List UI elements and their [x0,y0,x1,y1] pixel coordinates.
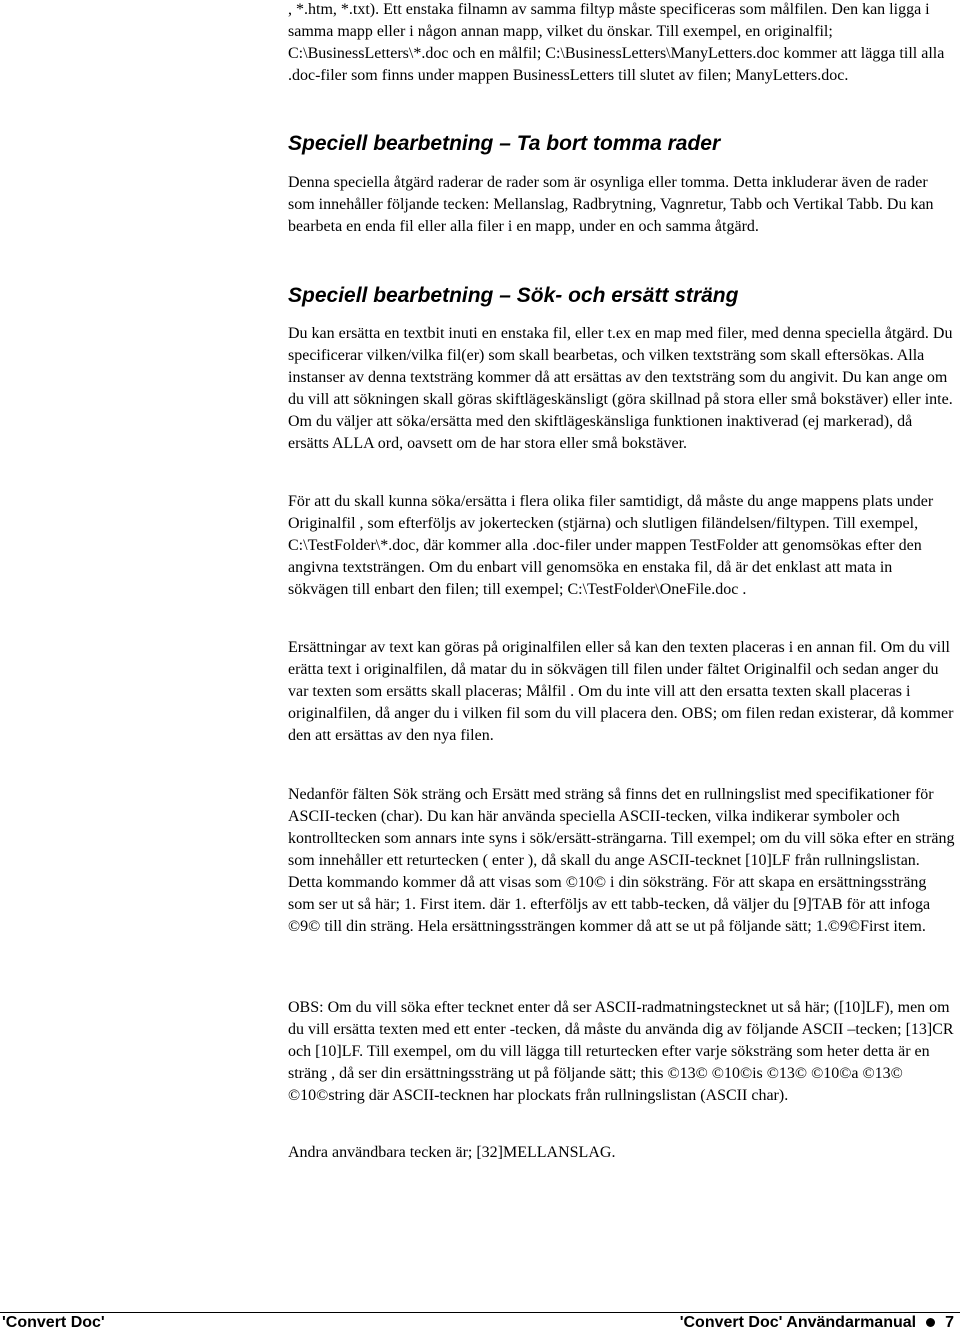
footer-left-title: 'Convert Doc' [2,1314,105,1331]
footer-right [680,1314,954,1332]
search-replace-paragraph-2: För att du skall kunna söka/ersätta i flera olika filer samtidigt, då måste du ange mappens plats under Originalfil , som efterföljs av jokertecken (stjärna) och slutligen filändelsen/filtypen. Till exempel, C:\TestFolder\*.doc, där kommer alla .doc-filer under mappen TestFolder att genomsökas efter den angivna textsträngen. Om du enbart vill genomsöka en enstaka fil, då är det enklast att mata in sökvägen till enbart den filen; till exempel; C:\TestFolder\OneFile.doc . [288,493,934,598]
search-replace-paragraph-3: Ersättningar av text kan göras på originalfilen eller så kan den texten placeras i en annan fil. Om du vill erätta text i originalfilen, då matar du in sökvägen till filen under fältet Originalfil och sedan anger du var texten som ersätts skall placeras; Målfil . Om du inte vill att den ersatta texten skall placeras i originalfilen, då anger du i vilken fil som du vill placera den. OBS; om filen redan existerar, då kommer den att ersättas av den nya filen. [288,639,954,744]
search-replace-paragraph-6: Andra användbara tecken är; [32]MELLANSLAG. [288,1144,616,1161]
page-footer [0,1312,960,1335]
remove-empty-rows-paragraph: Denna speciella åtgärd raderar de rader som är osynliga eller tomma. Detta inkluderar även de rader som innehåller följande tecken: Mellanslag, Radbrytning, Vagnretur, Tabb och Vertikal Tabb. Du kan bearbeta en enda fil eller alla filer i en mapp, under en och samma åtgärd. [288,174,934,235]
section-heading-remove-empty-rows: Speciell bearbetning – Ta bort tomma rader [288,132,721,155]
intro-paragraph: , *.htm, *.txt). Ett enstaka filnamn av samma filtyp måste specificeras som målfilen. Den kan ligga i samma mapp eller i någon annan mapp, vilket du önskar. Till exempel, en originalfil; C:\BusinessLetters\*.doc och en målfil; C:\BusinessLetters\ManyLetters.doc kommer att lägga till alla .doc-filer som finns under mappen BusinessLetters till slutet av filen; ManyLetters.doc. [288,1,945,84]
search-replace-paragraph-5: OBS: Om du vill söka efter tecknet enter då ser ASCII-radmatningstecknet ut så här; ([10]LF), men om du vill ersätta texten med ett enter -tecken, då måste du använda dig av följande ASCII –tecken; [13]CR och [10]LF. Till exempel, om du vill lägga till returtecken efter varje söksträng som heter detta är en sträng , då ser din ersättningssträng ut på följande sätt; this ©13© ©10©is ©13© ©10©a ©13© ©10©string där ASCII-tecknen har plockats från rullningslistan (ASCII char). [288,999,954,1104]
page-number: 7 [945,1314,954,1331]
search-replace-paragraph-1: Du kan ersätta en textbit inuti en enstaka fil, eller t.ex en map med filer, med denna speciella åtgärd. Du specificerar vilken/vilka fil(er) som skall bearbetas, och vilken textsträng som skall eftersökas. Alla instanser av denna textsträng kommer då att ersättas av den textsträng som du angivit. Du kan ange om du vill att sökningen skall göras skiftlägeskänsligt (göra skillnad på stora eller små bokstäver) eller inte. Om du väljer att söka/ersätta med den skiftlägeskänsliga funktionen inaktiverad (ej markerad), då ersätts ALLA ord, oavsett om de har stora eller små bokstäver. [288,325,953,452]
search-replace-paragraph-4: Nedanför fälten Sök sträng och Ersätt med sträng så finns det en rullningslist med specifikationer för ASCII-tecken (char). Du kan här använda speciella ASCII-tecken, vilka indikerar symboler och kontrolltecken som annars inte syns i sök/ersätt-strängarna. Till exempel; om du vill söka efter en sträng som innehåller ett returtecken ( enter ), då skall du ange ASCII-tecknet [10]LF från rullningslistan. Detta kommando kommer då att visas som ©10© i din söksträng. För att skapa en ersättningssträng som ser ut så här; 1. First item. där 1. efterföljs av ett tabb-tecken, då väljer du [9]TAB för att infoga ©9© till din sträng. Hela ersättningssträngen kommer då att se ut på följande sätt; 1.©9©First item. [288,786,955,935]
section-heading-search-replace: Speciell bearbetning – Sök- och ersätt sträng [288,284,739,307]
bullet-icon [926,1318,935,1327]
footer-manual-title: 'Convert Doc' Användarmanual [679,1314,917,1331]
